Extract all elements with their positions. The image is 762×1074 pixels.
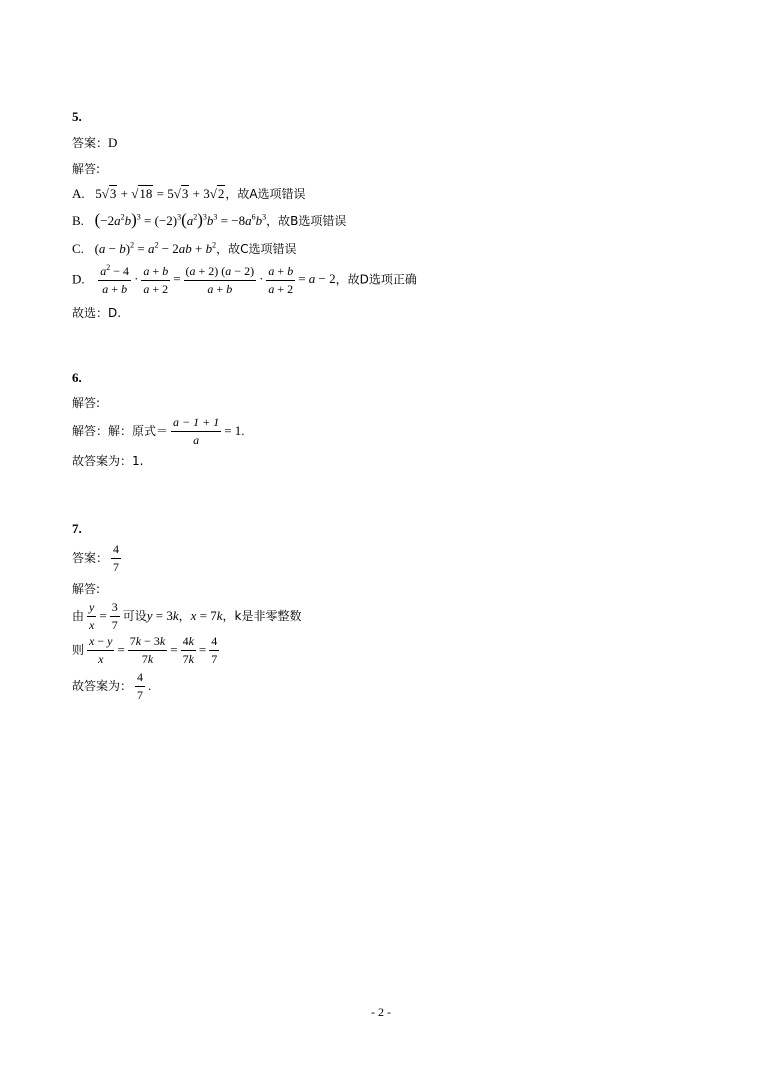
q5-a-prefix: A. (72, 186, 85, 201)
q6-fraction-den: a (193, 433, 200, 447)
fraction: $\frac{a + b}{a + 2}$ (143, 264, 169, 296)
fraction: $\frac{7k - 3k}{7k}$ (129, 634, 166, 666)
q7-answer-num: 4 (111, 542, 121, 559)
q7-answer (72, 542, 124, 575)
q7-conclusion-prefix: 故答案为： (72, 679, 133, 693)
q7-number: 7. (72, 521, 82, 536)
q6-number: 6. (72, 370, 82, 385)
q5-d-formula: $\frac{a^2 - 4}{a + b}$ · $\frac{a + b}{a + 2}$ = $\frac{(a + 2) (a - 2)}{a + b}$ · $\frac{a + b}{a + 2}$ = a − 2 (100, 263, 336, 296)
q7-conclusion: 故答案为： $\frac{4}{7}$ . (72, 670, 152, 702)
fraction: $\frac{y}{x}$ (89, 600, 95, 632)
q7-line1-cond: k是非零整数 (234, 609, 302, 623)
fraction: $\frac{4k}{7k}$ (182, 634, 194, 666)
q7-conclusion-num: 4 (135, 670, 145, 687)
q5-a-suffix: ，故A选项错误 (225, 187, 306, 201)
q5-solution-label: 解答: (72, 162, 101, 176)
q5-line-b (72, 211, 346, 231)
q7-answer-den: 7 (113, 560, 120, 574)
q5-answer (72, 134, 117, 152)
page-number: - 2 - (371, 1005, 391, 1019)
q7-conclusion-den: 7 (137, 688, 144, 702)
q5-c-suffix: ，故C选项错误 (216, 242, 297, 256)
q5-number: 5. (72, 109, 82, 124)
q7-solution-label: 解答: (72, 582, 101, 596)
q7-answer-fraction (111, 542, 121, 575)
q5-d-suffix: ，故D选项正确 (335, 272, 417, 287)
fraction: $\frac{(a + 2) (a - 2)}{a + b}$ (185, 264, 255, 296)
fraction: $\frac{a + b}{a + 2}$ (268, 264, 294, 296)
q7-line1: 由 $\frac{y}{x}$ = $\frac{3}{7}$ 可设y = 3k，x = 7k，k是非零整数 (72, 600, 302, 632)
q5-d-prefix: D. (72, 271, 85, 287)
q5-b-prefix: B. (72, 213, 84, 228)
q5-line-d (72, 264, 417, 297)
q7-line2-prefix: 则 (72, 643, 85, 657)
q5-line-a (72, 185, 306, 204)
q6-conclusion: 故答案为：1. (72, 454, 144, 468)
q5-b-suffix: ，故B选项错误 (266, 214, 347, 228)
q7-line1-text: 可设 (122, 609, 147, 623)
fraction: $\frac{4}{7}$ (211, 634, 218, 666)
q7-line2: 则 $\frac{x - y}{x}$ = $\frac{7k - 3k}{7k}$ = $\frac{4k}{7k}$ = $\frac{4}{7}$ (72, 634, 218, 666)
q6-line-suffix: = 1. (224, 423, 245, 438)
q5-c-formula: $(a - b)^2 = a^2 - 2ab + b^2$ (88, 240, 217, 256)
fraction: $\frac{a^2 - 4}{a + b}$ (100, 263, 130, 296)
q6-fraction (171, 415, 221, 448)
fraction: $\frac{3}{7}$ (111, 600, 118, 632)
q5-conclusion: 故选：D. (72, 306, 122, 320)
fraction: $\frac{x - y}{x}$ (89, 634, 113, 666)
q5-c-prefix: C. (72, 241, 84, 256)
q6-fraction-num: a − 1 + 1 (171, 415, 221, 432)
q6-line-prefix: 解答：解：原式＝ (72, 424, 169, 438)
q6-solution-label: 解答: (72, 396, 101, 410)
q7-line1-prefix: 由 (72, 609, 85, 623)
q5-answer-label: 答案： (72, 136, 109, 150)
q5-b-formula: $(-2a^2b)^3 = (-2)^3(a^2)^3b^3 = -8a^6b^3$ (94, 210, 267, 229)
q5-a-formula: 5√3 + √18 = 5√3 + 3√2 (88, 186, 225, 201)
q5-line-c (72, 240, 297, 259)
q5-answer-value: D (108, 135, 118, 150)
q7-conclusion-fraction (135, 670, 145, 703)
q6-line (72, 415, 245, 448)
q7-answer-label: 答案： (72, 551, 109, 565)
